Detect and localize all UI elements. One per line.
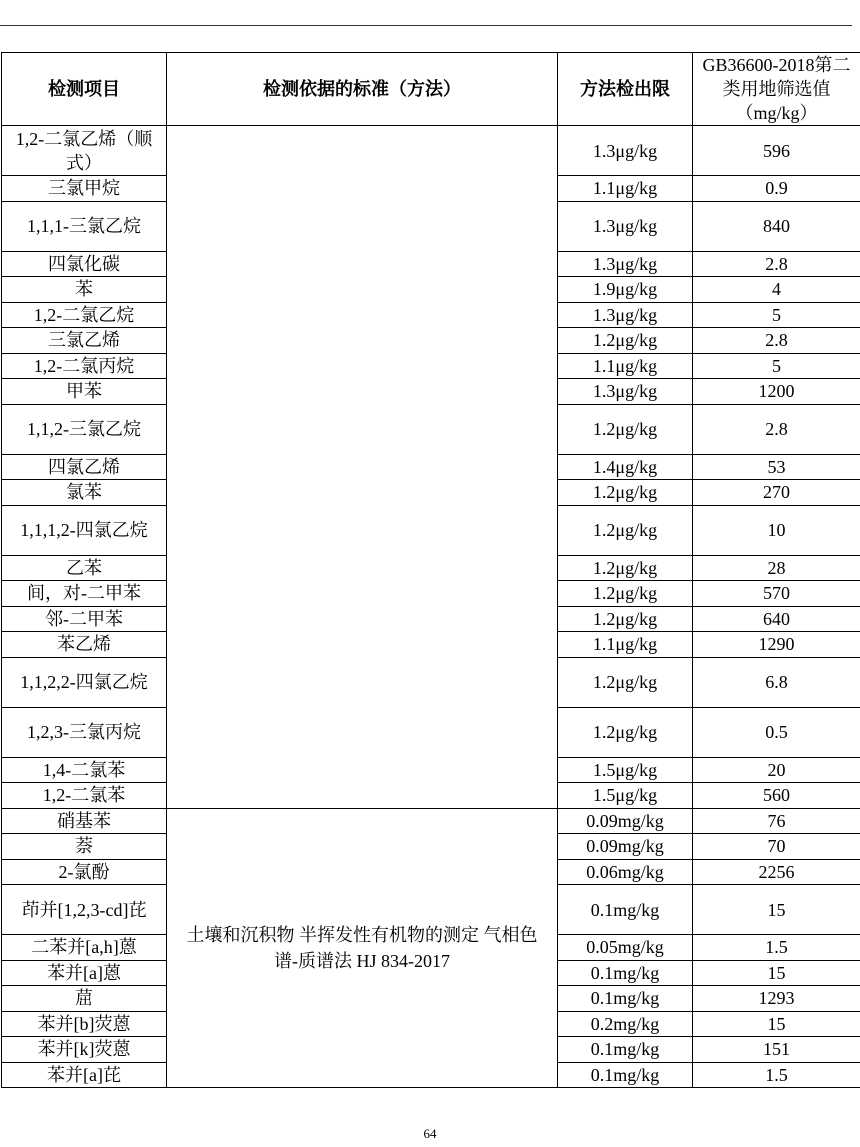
cell-limit: 1.1μg/kg <box>558 176 693 202</box>
cell-limit: 1.1μg/kg <box>558 353 693 379</box>
cell-screening-value: 840 <box>693 201 860 251</box>
cell-screening-value: 570 <box>693 581 860 607</box>
cell-item: 1,2-二氯乙烷 <box>2 302 167 328</box>
cell-screening-value: 10 <box>693 505 860 555</box>
cell-item: 甲苯 <box>2 379 167 405</box>
cell-limit: 1.2μg/kg <box>558 555 693 581</box>
cell-item: 1,1,1-三氯乙烷 <box>2 201 167 251</box>
cell-screening-value: 6.8 <box>693 657 860 707</box>
cell-item: 邻-二甲苯 <box>2 606 167 632</box>
cell-limit: 1.2μg/kg <box>558 606 693 632</box>
cell-item: 萘 <box>2 834 167 860</box>
cell-screening-value: 70 <box>693 834 860 860</box>
cell-screening-value: 1293 <box>693 986 860 1012</box>
cell-screening-value: 15 <box>693 885 860 935</box>
cell-limit: 1.3μg/kg <box>558 126 693 176</box>
cell-limit: 0.05mg/kg <box>558 935 693 961</box>
cell-screening-value: 596 <box>693 126 860 176</box>
table-body <box>2 126 860 1088</box>
cell-item: 苯乙烯 <box>2 632 167 658</box>
cell-limit: 1.2μg/kg <box>558 707 693 757</box>
top-rule <box>0 25 852 26</box>
cell-item: 1,2,3-三氯丙烷 <box>2 707 167 757</box>
cell-item: 苯并[a]蒽 <box>2 960 167 986</box>
cell-item: 1,2-二氯乙烯（顺式） <box>2 126 167 176</box>
cell-screening-value: 5 <box>693 302 860 328</box>
cell-screening-value: 1.5 <box>693 1062 860 1088</box>
cell-limit: 0.1mg/kg <box>558 1037 693 1063</box>
cell-limit: 1.5μg/kg <box>558 757 693 783</box>
cell-screening-value: 2.8 <box>693 404 860 454</box>
cell-item: 䓛 <box>2 986 167 1012</box>
cell-item: 苯并[b]荧蒽 <box>2 1011 167 1037</box>
cell-item: 氯苯 <box>2 480 167 506</box>
cell-limit: 0.1mg/kg <box>558 986 693 1012</box>
page-number: 64 <box>423 1126 437 1141</box>
cell-limit: 1.3μg/kg <box>558 302 693 328</box>
cell-screening-value: 2.8 <box>693 328 860 354</box>
cell-item: 1,4-二氯苯 <box>2 757 167 783</box>
cell-standard <box>167 808 558 1088</box>
cell-screening-value: 1.5 <box>693 935 860 961</box>
cell-screening-value: 20 <box>693 757 860 783</box>
cell-limit: 0.06mg/kg <box>558 859 693 885</box>
cell-limit: 1.2μg/kg <box>558 505 693 555</box>
cell-item: 苯并[a]芘 <box>2 1062 167 1088</box>
cell-limit: 1.3μg/kg <box>558 201 693 251</box>
cell-limit: 0.09mg/kg <box>558 834 693 860</box>
header-item: 检测项目 <box>2 53 167 126</box>
cell-limit: 1.1μg/kg <box>558 632 693 658</box>
cell-item: 二苯并[a,h]蒽 <box>2 935 167 961</box>
cell-limit: 0.09mg/kg <box>558 808 693 834</box>
cell-item: 乙苯 <box>2 555 167 581</box>
cell-screening-value: 151 <box>693 1037 860 1063</box>
cell-item: 2-氯酚 <box>2 859 167 885</box>
header-standard: 检测依据的标准（方法） <box>167 53 558 126</box>
cell-screening-value: 640 <box>693 606 860 632</box>
cell-screening-value: 15 <box>693 960 860 986</box>
cell-item: 1,1,2-三氯乙烷 <box>2 404 167 454</box>
cell-screening-value: 2.8 <box>693 251 860 277</box>
cell-screening-value: 270 <box>693 480 860 506</box>
cell-limit: 1.3μg/kg <box>558 251 693 277</box>
cell-screening-value: 28 <box>693 555 860 581</box>
table-row <box>2 126 860 176</box>
cell-item: 间，对-二甲苯 <box>2 581 167 607</box>
cell-screening-value: 0.5 <box>693 707 860 757</box>
standard-text: 土壤和沉积物 半挥发性有机物的测定 气相色谱-质谱法 HJ 834-2017 <box>186 924 538 971</box>
header-limit: 方法检出限 <box>558 53 693 126</box>
cell-limit: 1.5μg/kg <box>558 783 693 809</box>
cell-item: 1,2-二氯丙烷 <box>2 353 167 379</box>
cell-item: 1,2-二氯苯 <box>2 783 167 809</box>
table-header-row <box>2 53 860 126</box>
cell-item: 三氯乙烯 <box>2 328 167 354</box>
cell-limit: 1.2μg/kg <box>558 581 693 607</box>
cell-limit: 1.3μg/kg <box>558 379 693 405</box>
cell-limit: 1.9μg/kg <box>558 277 693 303</box>
cell-screening-value: 5 <box>693 353 860 379</box>
detection-table <box>1 52 860 1088</box>
cell-limit: 0.1mg/kg <box>558 1062 693 1088</box>
header-screening: GB36600-2018第二类用地筛选值（mg/kg） <box>693 53 860 126</box>
cell-limit: 0.2mg/kg <box>558 1011 693 1037</box>
cell-screening-value: 560 <box>693 783 860 809</box>
cell-item: 1,1,2,2-四氯乙烷 <box>2 657 167 707</box>
cell-item: 三氯甲烷 <box>2 176 167 202</box>
cell-screening-value: 1200 <box>693 379 860 405</box>
cell-screening-value: 1290 <box>693 632 860 658</box>
cell-limit: 1.2μg/kg <box>558 328 693 354</box>
cell-standard <box>167 126 558 809</box>
cell-screening-value: 0.9 <box>693 176 860 202</box>
cell-screening-value: 76 <box>693 808 860 834</box>
table-row <box>2 808 860 834</box>
cell-item: 茚并[1,2,3-cd]芘 <box>2 885 167 935</box>
cell-item: 苯 <box>2 277 167 303</box>
cell-item: 1,1,1,2-四氯乙烷 <box>2 505 167 555</box>
cell-item: 苯并[k]荧蒽 <box>2 1037 167 1063</box>
cell-limit: 1.4μg/kg <box>558 454 693 480</box>
cell-screening-value: 53 <box>693 454 860 480</box>
cell-item: 四氯化碳 <box>2 251 167 277</box>
cell-item: 四氯乙烯 <box>2 454 167 480</box>
cell-limit: 1.2μg/kg <box>558 480 693 506</box>
cell-screening-value: 4 <box>693 277 860 303</box>
cell-limit: 1.2μg/kg <box>558 657 693 707</box>
cell-limit: 0.1mg/kg <box>558 960 693 986</box>
cell-limit: 1.2μg/kg <box>558 404 693 454</box>
cell-screening-value: 15 <box>693 1011 860 1037</box>
cell-item: 硝基苯 <box>2 808 167 834</box>
cell-limit: 0.1mg/kg <box>558 885 693 935</box>
cell-screening-value: 2256 <box>693 859 860 885</box>
